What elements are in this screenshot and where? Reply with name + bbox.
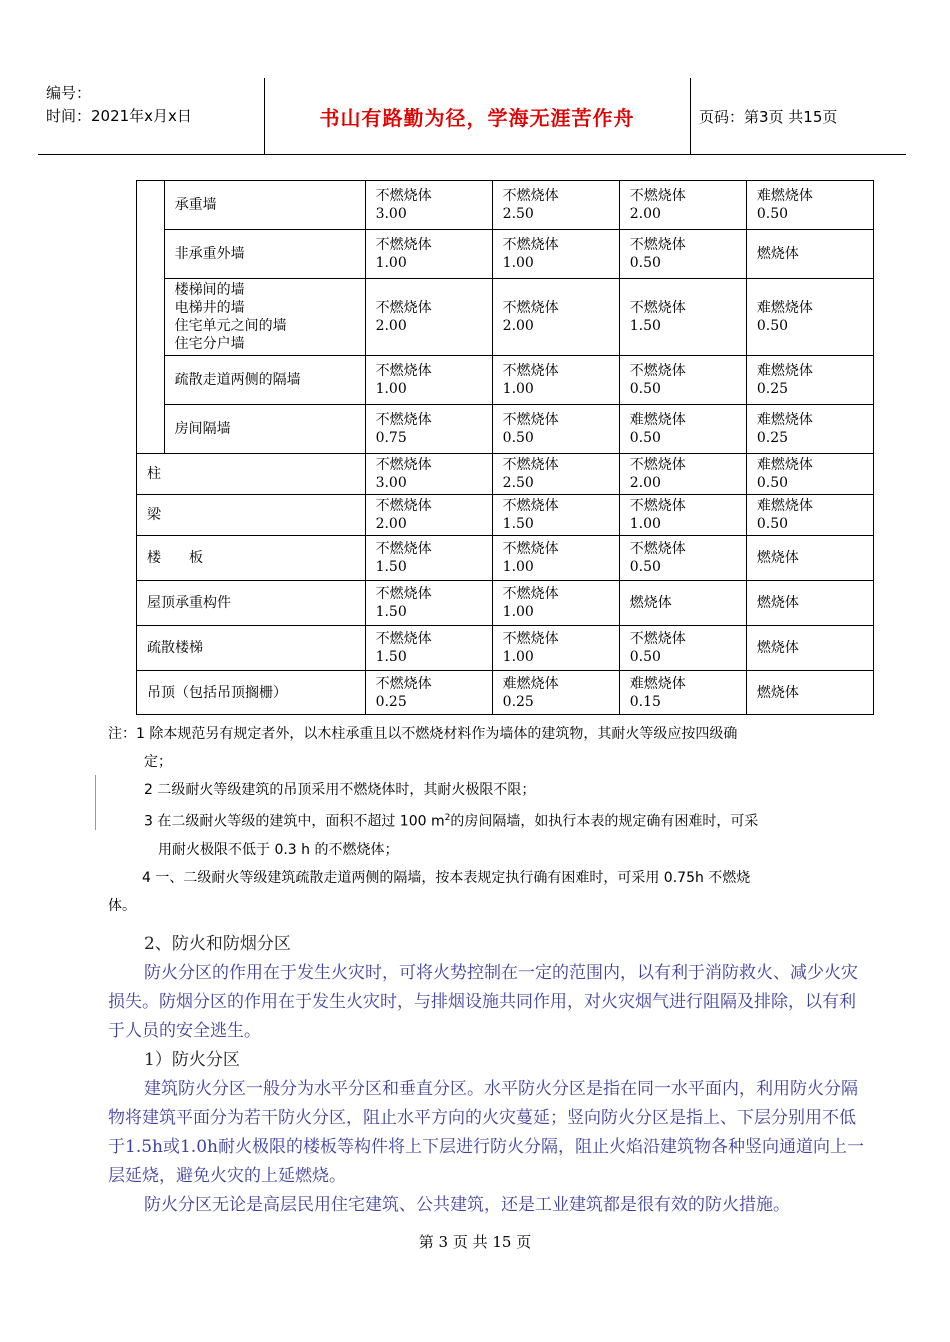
value-cell: 不燃烧体 0.75 [365,405,492,454]
row-label: 疏散楼梯 [137,626,366,671]
value-cell: 燃烧体 [746,230,873,279]
value-cell: 燃烧体 [746,581,873,626]
table-row [137,230,874,279]
value-cell: 难燃烧体 0.50 [746,279,873,356]
table-row [137,181,874,230]
table-row [137,405,874,454]
value-cell: 不燃烧体 0.50 [619,356,746,405]
row-label: 柱 [137,454,366,495]
note-1-cont: 定； [144,754,172,770]
note-margin-line [95,775,96,830]
table-row [137,581,874,626]
value-cell: 燃烧体 [746,671,873,715]
value-cell: 不燃烧体 0.50 [619,626,746,671]
value-cell: 不燃烧体 1.50 [619,279,746,356]
note-2: 2 二级耐火等级建筑的吊顶采用不燃烧体时，其耐火极限不限； [144,782,536,798]
row-label: 梁 [137,495,366,536]
header-page-info: 页码：第3页 共15页 [699,107,838,126]
row-label: 屋顶承重构件 [137,581,366,626]
header-meta [38,78,265,154]
note-3-cont: 用耐火极限不低于 0.3 h 的不燃烧体； [158,841,399,858]
row-label: 楼 板 [137,536,366,581]
value-cell: 不燃烧体 0.25 [365,671,492,715]
page-footer: 第 3 页 共 15 页 [418,1233,532,1251]
row-label: 承重墙 [164,181,365,230]
value-cell: 不燃烧体 2.50 [492,181,619,230]
value-cell: 难燃烧体 0.50 [746,454,873,495]
note-4-cont: 体。 [108,897,136,914]
doc-number-label: 编号： [46,84,92,102]
value-cell: 不燃烧体 1.50 [365,536,492,581]
value-cell: 不燃烧体 2.00 [619,181,746,230]
value-cell: 不燃烧体 3.00 [365,181,492,230]
value-cell: 不燃烧体 0.50 [492,405,619,454]
value-cell: 难燃烧体 0.50 [746,181,873,230]
value-cell: 不燃烧体 1.00 [492,626,619,671]
value-cell: 难燃烧体 0.50 [619,405,746,454]
value-cell: 不燃烧体 0.50 [619,230,746,279]
value-cell: 不燃烧体 2.00 [365,495,492,536]
row-label: 疏散走道两侧的隔墙 [164,356,365,405]
value-cell: 燃烧体 [746,536,873,581]
header-motto: 书山有路勤为径，学海无涯苦作舟 [319,105,635,130]
paragraph: 防火分区的作用在于发生火灾时，可将火势控制在一定的范围内，以有利于消防救火、减少火灾损失。防烟分区的作用在于发生火灾时，与排烟设施共同作用，对火灾烟气进行阻隔及排除，以有利于人员的安全逃生。 [108,963,858,1041]
value-cell: 不燃烧体 1.50 [365,581,492,626]
table-row [137,671,874,715]
header-motto-cell [264,78,691,154]
value-cell: 不燃烧体 1.00 [365,356,492,405]
section-heading: 2、防火和防烟分区 [144,934,291,954]
value-cell: 不燃烧体 2.00 [492,279,619,356]
value-cell: 不燃烧体 2.00 [619,454,746,495]
value-cell: 燃烧体 [619,581,746,626]
paragraph: 建筑防火分区一般分为水平分区和垂直分区。水平防火分区是指在同一水平面内，利用防火分隔物将建筑平面分为若干防火分区，阻止水平方向的火灾蔓延；竖向防火分区是指上、下层分别用不低于1.5h或1.0h耐火极限的楼板等构件将上下层进行防火分隔，阻止火焰沿建筑物各种竖向通道向上一层延烧，避免火灾的上延燃烧。 [108,1079,864,1186]
table-row [137,356,874,405]
value-cell: 不燃烧体 1.00 [492,536,619,581]
table-row [137,495,874,536]
note-4: 4 一、二级耐火等级建筑疏散走道两侧的隔墙，按本表规定执行确有困难时，可采用 0.75h 不燃烧 [142,869,751,886]
value-cell: 不燃烧体 1.00 [365,230,492,279]
value-cell: 难燃烧体 0.50 [746,495,873,536]
value-cell: 不燃烧体 1.50 [365,626,492,671]
note-3: 3 在二级耐火等级的建筑中，面积不超过 100 $m^2$的房间隔墙，如执行本表的规定确有困难时，可采 [144,813,759,830]
table-row [137,536,874,581]
row-label: 吊顶（包括吊顶搁栅） [137,671,366,715]
value-cell: 不燃烧体 1.00 [492,356,619,405]
row-label: 楼梯间的墙 电梯井的墙 住宅单元之间的墙 住宅分户墙 [164,279,365,356]
value-cell: 不燃烧体 0.50 [619,536,746,581]
subsection-heading: 1）防火分区 [144,1050,240,1070]
doc-date-label: 时间：2021年x月x日 [46,107,192,125]
value-cell: 不燃烧体 1.00 [492,230,619,279]
row-label: 房间隔墙 [164,405,365,454]
paragraph: 防火分区无论是高层民用住宅建筑、公共建筑，还是工业建筑都是很有效的防火措施。 [144,1195,790,1215]
table-row [137,454,874,495]
header-page-cell [691,78,906,154]
value-cell: 不燃烧体 2.50 [492,454,619,495]
section-body [108,930,868,1220]
value-cell: 燃烧体 [746,626,873,671]
value-cell: 不燃烧体 3.00 [365,454,492,495]
value-cell: 难燃烧体 0.15 [619,671,746,715]
value-cell: 不燃烧体 1.00 [492,581,619,626]
page-header [38,78,906,155]
row-label: 非承重外墙 [164,230,365,279]
value-cell: 不燃烧体 2.00 [365,279,492,356]
value-cell: 不燃烧体 1.50 [492,495,619,536]
value-cell: 不燃烧体 1.00 [619,495,746,536]
value-cell: 难燃烧体 0.25 [746,356,873,405]
table-notes [108,720,868,920]
fire-resistance-table [136,180,874,715]
wall-group-cell [137,181,165,454]
table-row [137,279,874,356]
note-1: 注：1 除本规范另有规定者外，以木柱承重且以不燃烧材料作为墙体的建筑物，其耐火等级应按四级确 [108,726,738,742]
value-cell: 难燃烧体 0.25 [746,405,873,454]
table-row [137,626,874,671]
value-cell: 难燃烧体 0.25 [492,671,619,715]
